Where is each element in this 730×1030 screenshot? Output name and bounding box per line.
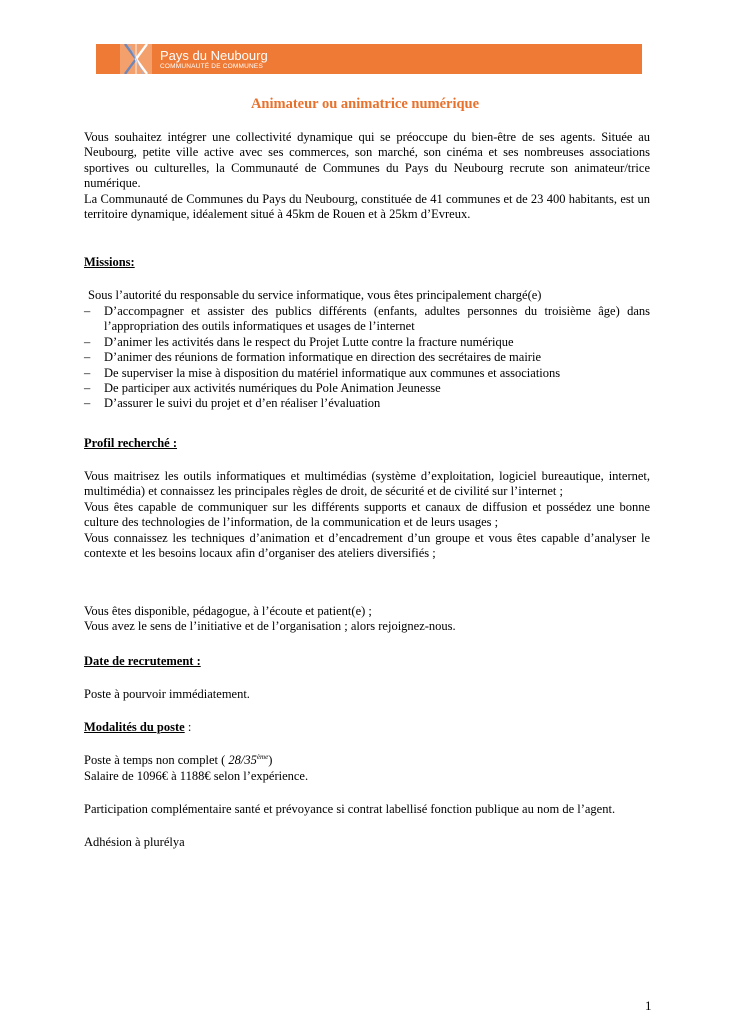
page-title: Animateur ou animatrice numérique (250, 96, 480, 112)
missions-list-container (84, 304, 650, 412)
poste-sup: ème (256, 752, 269, 761)
modalites-salaire: Salaire de 1096€ à 1188€ selon l’expérience. (84, 769, 309, 783)
missions-lead: Sous l’autorité du responsable du service informatique, vous êtes principalement chargé(e) (88, 288, 542, 302)
brand-name: Pays du Neubourg (160, 48, 268, 63)
intro-paragraph-2: La Communauté de Communes du Pays du Neubourg, constituée de 41 communes et de 23 400 habitants, est un territoire dynamique, idéalement situé à 45km de Rouen et à 25km d’Evreux. (84, 191, 650, 222)
profil-paragraph-3: Vous connaissez les techniques d’animation et d’encadrement d’un groupe et vous êtes capable d’analyser le contexte et les besoins locaux afin d’organiser des ateliers diversifiés ; (84, 530, 650, 561)
profil-heading: Profil recherché : (84, 436, 178, 450)
header-banner (96, 44, 642, 74)
list-item: – De participer aux activités numériques du Pole Animation Jeunesse (84, 381, 650, 396)
modalites-adhesion: Adhésion à plurélya (84, 835, 185, 849)
list-item: – D’accompagner et assister des publics différents (enfants, adultes personnes du troisième âge) dans l’appropriation des outils informatiques et usages de l’internet (84, 304, 650, 335)
brand-subtitle: COMMUNAUTÉ DE COMMUNES (160, 63, 263, 70)
profil-paragraph-5: Vous avez le sens de l’initiative et de l’organisation ; alors rejoignez-nous. (84, 619, 456, 634)
list-item: – D’animer des réunions de formation informatique en direction des secrétaires de mairie (84, 350, 650, 365)
profil-text-2 (84, 604, 650, 635)
missions-list (84, 304, 650, 412)
pays-du-neubourg-logo-icon (120, 44, 152, 74)
modalites-heading: Modalités du poste : (84, 720, 192, 734)
profil-paragraph-4: Vous êtes disponible, pédagogue, à l’écoute et patient(e) ; (84, 604, 372, 618)
intro (84, 130, 650, 222)
date-text: Poste à pourvoir immédiatement. (84, 687, 250, 701)
intro-paragraph-1: Vous souhaitez intégrer une collectivité dynamique qui se préoccupe du bien-être de ses agents. Située au Neubourg, petite ville active avec ses commerces, son marché, son cinéma et ses nombreuses associations sportives ou culturelles, la Communauté de Communes du Pays du Neubourg recrute son animateur/trice numérique. (84, 130, 650, 191)
page-number: 1 (645, 998, 652, 1013)
date-heading: Date de recrutement : (84, 654, 201, 668)
list-item: – D’animer les activités dans le respect du Projet Lutte contre la fracture numérique (84, 335, 650, 350)
list-item: – De superviser la mise à disposition du matériel informatique aux communes et associations (84, 366, 650, 381)
modalites-poste: Poste à temps non complet ( 28/35ème) (84, 752, 273, 767)
profil-paragraph-1: Vous maitrisez les outils informatiques et multimédias (système d’exploitation, logiciel bureautique, internet, multimédia) et connaissez les principales règles de droit, de sécurité et de civilité sur l’internet ; (84, 469, 650, 499)
modalites-participation: Participation complémentaire santé et prévoyance si contrat labellisé fonction publique au nom de l’agent. (84, 802, 616, 816)
profil-text (84, 469, 650, 561)
list-item: – D’assurer le suivi du projet et d’en réaliser l’évaluation (84, 396, 650, 411)
poste-fraction: 28/35 (228, 753, 257, 767)
profil-paragraph-2: Vous êtes capable de communiquer sur les différents supports et canaux de diffusion et possédez une bonne culture des technologies de l’information, de la communication et de leurs usages ; (84, 499, 650, 530)
missions-heading: Missions: (84, 255, 135, 269)
